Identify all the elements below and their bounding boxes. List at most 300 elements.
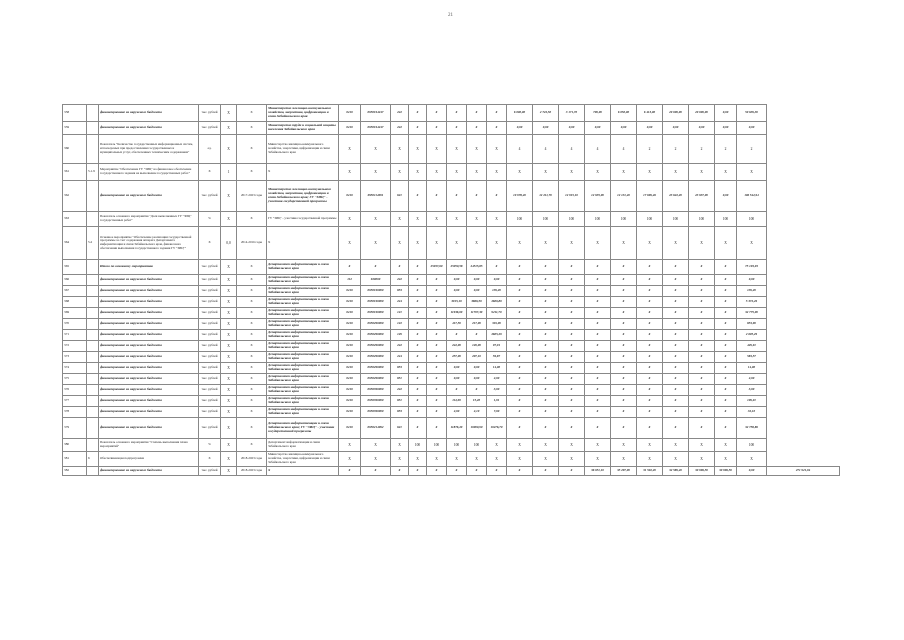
row-value: 2600,80 <box>487 297 507 308</box>
row-value: 2 722,50 <box>533 105 559 122</box>
row-value: Х <box>427 352 447 363</box>
row-value: Х <box>427 181 447 212</box>
row-value: Х <box>715 275 737 286</box>
row-value: 242,00 <box>447 341 467 352</box>
row-code: Х <box>221 135 237 164</box>
row-value: Х <box>427 363 447 374</box>
row-number: 359 <box>63 122 87 135</box>
row-value: 319,00 <box>487 319 507 330</box>
row-value: Х <box>637 385 663 396</box>
row-value: Х <box>663 319 689 330</box>
table-row <box>63 164 840 181</box>
row-code: Х <box>221 212 237 227</box>
row-name: Показатель основного мероприятия "Степень выполнения плана мероприятий" <box>99 439 199 452</box>
row-value: Х <box>533 467 559 476</box>
row-value: Х <box>715 396 737 407</box>
row-value: Х <box>715 164 737 181</box>
row-value: Х <box>487 467 507 476</box>
row-value: Х <box>447 164 467 181</box>
row-value: 10476,70 <box>487 418 507 439</box>
row-value: 30 996,50 <box>715 467 737 476</box>
row-value: Х <box>689 227 715 260</box>
row-value: 129 <box>391 330 409 341</box>
row-value: Х <box>409 363 427 374</box>
row-value: Х <box>409 275 427 286</box>
row-value: 0,00 <box>715 105 737 122</box>
row-value: 32 775,00 <box>737 308 767 319</box>
row-value: Х <box>663 385 689 396</box>
row-value: 271 921,94 <box>767 467 840 476</box>
row-name: финансирование из окружного бюджета <box>99 319 199 330</box>
row-value: Х <box>689 396 715 407</box>
row-value: 2 <box>737 135 767 164</box>
row-subnumber: 5.1.9 <box>87 164 99 181</box>
row-value: Х <box>715 227 737 260</box>
row-value: Х <box>507 385 533 396</box>
table-row <box>63 452 840 467</box>
row-value: Х <box>559 275 585 286</box>
row-value: Х <box>409 330 427 341</box>
row-value: Х <box>409 407 427 418</box>
row-period: Х <box>237 341 267 352</box>
row-subnumber <box>87 212 99 227</box>
table-row <box>63 297 840 308</box>
row-code: Х <box>221 275 237 286</box>
row-value: Х <box>559 374 585 385</box>
row-value: 139,20 <box>487 286 507 297</box>
row-value: Х <box>663 352 689 363</box>
row-value: Х <box>427 418 447 439</box>
row-unit: % <box>199 439 221 452</box>
row-value: Х <box>559 452 585 467</box>
row-value: Х <box>611 286 637 297</box>
row-value: Х <box>467 330 487 341</box>
row-value: Х <box>611 308 637 319</box>
row-value: Х <box>427 407 447 418</box>
row-period: Х <box>237 260 267 275</box>
row-name: финансирование из окружного бюджета <box>99 418 199 439</box>
row-value: Х <box>637 407 663 418</box>
row-value: Х <box>533 452 559 467</box>
row-value: Х <box>427 297 447 308</box>
row-value: Х <box>585 396 611 407</box>
row-value: Х <box>447 135 467 164</box>
row-value: Х <box>637 260 663 275</box>
row-unit: тыс. рублей <box>199 297 221 308</box>
row-value: 0,00 <box>533 122 559 135</box>
row-value: 0950390000 <box>361 385 391 396</box>
row-value: 15,20 <box>467 396 487 407</box>
row-value: 0950114091 <box>361 181 391 212</box>
row-code: Х <box>221 363 237 374</box>
row-value: Х <box>427 319 447 330</box>
row-number: 368 <box>63 297 87 308</box>
row-value: Х <box>427 105 447 122</box>
row-value: Х <box>427 286 447 297</box>
row-subnumber <box>87 418 99 439</box>
row-number: 375 <box>63 374 87 385</box>
row-value: Х <box>339 452 361 467</box>
row-value: Х <box>467 452 487 467</box>
row-value: Х <box>737 164 767 181</box>
row-value: Х <box>391 467 409 476</box>
row-value: Х <box>715 341 737 352</box>
row-value: Х <box>559 439 585 452</box>
row-number: 380 <box>63 439 87 452</box>
row-code: Х <box>221 341 237 352</box>
row-number: 371 <box>63 330 87 341</box>
table-row <box>63 374 840 385</box>
row-value: 853 <box>391 407 409 418</box>
row-name: Показатель "Количество государственных информационных систем, используемых при предоставлении государственных и муниципальных услуг, обеспеченных техническим содержанием" <box>99 135 199 164</box>
row-value: 0,00 <box>663 122 689 135</box>
row-executor: Департамент информатизации и связи Забайкальского края <box>267 352 339 363</box>
row-value: Х <box>507 418 533 439</box>
row-value: 11876,20 <box>447 418 467 439</box>
row-value: 0,00 <box>637 122 663 135</box>
row-value: Х <box>487 105 507 122</box>
row-executor: Департамент информатизации и связи Забайкальского края <box>267 396 339 407</box>
row-value: Х <box>559 330 585 341</box>
row-executor: Департамент информатизации и связи Забайкальского края <box>267 385 339 396</box>
row-value: Х <box>487 181 507 212</box>
row-name: финансирование из окружного бюджета <box>99 352 199 363</box>
row-value: 920000 <box>361 275 391 286</box>
row-value: Х <box>533 418 559 439</box>
row-value: Х <box>663 164 689 181</box>
row-value: Х <box>409 212 427 227</box>
row-value: 100 <box>637 212 663 227</box>
row-value: 12 131,40 <box>611 181 637 212</box>
row-value: Х <box>637 452 663 467</box>
row-name: финансирование из окружного бюджета <box>99 181 199 212</box>
row-number: 358 <box>63 105 87 122</box>
row-executor: Департамент информатизации и связи Забайкальского края <box>267 407 339 418</box>
row-value: 3866,50 <box>467 297 487 308</box>
row-value: Х <box>611 439 637 452</box>
row-value: 0410 <box>339 330 361 341</box>
row-value: 4 <box>585 135 611 164</box>
row-value: 257,00 <box>447 352 467 363</box>
row-value: Х <box>427 467 447 476</box>
row-value: Х <box>715 452 737 467</box>
row-value: Х <box>689 164 715 181</box>
row-value: 0410 <box>339 396 361 407</box>
row-value: Х <box>487 439 507 452</box>
row-value: Х <box>689 407 715 418</box>
row-value: 0,00 <box>487 275 507 286</box>
row-value: 700,00 <box>585 105 611 122</box>
row-value: Х <box>585 227 611 260</box>
row-period: 2018-2023 годы <box>237 452 267 467</box>
row-subnumber <box>87 135 99 164</box>
row-name: финансирование из окружного бюджета <box>99 385 199 396</box>
row-value: Х <box>637 330 663 341</box>
table-row <box>63 439 840 452</box>
row-value: Х <box>611 330 637 341</box>
row-value: 0950194247 <box>361 122 391 135</box>
row-period: Х <box>237 308 267 319</box>
row-value: Х <box>409 286 427 297</box>
row-value: 112 <box>339 275 361 286</box>
row-executor: Департамент информатизации и связи Забайкальского края <box>267 341 339 352</box>
row-unit: тыс. рублей <box>199 308 221 319</box>
row-value: Х <box>585 330 611 341</box>
row-value: 0,00 <box>447 363 467 374</box>
row-value: 17 699,46 <box>637 181 663 212</box>
table-row <box>63 122 840 135</box>
row-executor: Департамент информатизации и связи Забайкальского края; ГУ "ЗИЦ" - участник государственной программы <box>267 418 339 439</box>
row-value: 5 372,49 <box>737 297 767 308</box>
row-period: Х <box>237 396 267 407</box>
row-value: Х <box>663 308 689 319</box>
row-value: 139,20 <box>737 286 767 297</box>
row-value: Х <box>585 164 611 181</box>
row-executor: Министерство жилищно-коммунального хозяйства, энергетики, цифровизации и связи Забайкальского края <box>267 452 339 467</box>
row-value: Х <box>611 341 637 352</box>
row-value: 242 <box>391 385 409 396</box>
row-value: 20 000,00 <box>689 105 715 122</box>
row-value: Х <box>467 164 487 181</box>
row-value: Х <box>409 452 427 467</box>
row-name: финансирование из окружного бюджета <box>99 105 199 122</box>
row-value: Х <box>611 385 637 396</box>
row-value: 25050,58 <box>447 260 467 275</box>
row-value: Х <box>533 363 559 374</box>
row-value: Х <box>689 452 715 467</box>
row-value: Х <box>611 297 637 308</box>
row-value: Х <box>715 330 737 341</box>
table-row <box>63 407 840 418</box>
row-value: 0,00 <box>467 275 487 286</box>
row-value: Х <box>689 297 715 308</box>
row-value: Х <box>467 135 487 164</box>
row-unit: тыс. рублей <box>199 407 221 418</box>
row-value: Х <box>487 227 507 260</box>
row-value: Х <box>637 374 663 385</box>
row-value: 12 935,00 <box>585 181 611 212</box>
row-value: 2,10 <box>467 407 487 418</box>
row-value: Х <box>533 227 559 260</box>
row-subnumber <box>87 341 99 352</box>
row-number: 360 <box>63 135 87 164</box>
row-value: Х <box>361 212 391 227</box>
row-value: Х <box>409 135 427 164</box>
row-value: Х <box>507 275 533 286</box>
row-value: Х <box>409 319 427 330</box>
row-value: 0950290000 <box>361 341 391 352</box>
row-value: Х <box>533 286 559 297</box>
row-unit: тыс. рублей <box>199 374 221 385</box>
row-unit: тыс. рублей <box>199 330 221 341</box>
row-code: Х <box>221 467 237 476</box>
row-value: Х <box>391 439 409 452</box>
row-number: 370 <box>63 319 87 330</box>
table-row <box>63 385 840 396</box>
row-value: 2 605,29 <box>737 330 767 341</box>
row-code: Х <box>221 297 237 308</box>
row-value: Х <box>507 260 533 275</box>
table-row <box>63 396 840 407</box>
row-executor: Х <box>267 227 339 260</box>
row-value: Х <box>689 439 715 452</box>
row-value: Х <box>585 452 611 467</box>
table-row <box>63 341 840 352</box>
row-value: Х <box>447 452 467 467</box>
page-number: 21 <box>448 13 453 18</box>
row-value: 2605,29 <box>487 330 507 341</box>
row-executor: ГУ "ЗИЦ" - участник государственной программы <box>267 212 339 227</box>
row-value: Х <box>507 297 533 308</box>
row-value: Х <box>559 418 585 439</box>
row-value: Х <box>447 467 467 476</box>
row-subnumber <box>87 308 99 319</box>
row-value: Х <box>559 407 585 418</box>
row-subnumber: 6 <box>87 452 99 467</box>
row-value: Х <box>507 363 533 374</box>
row-value: Х <box>559 297 585 308</box>
row-value: 621 <box>391 418 409 439</box>
row-number: 367 <box>63 286 87 297</box>
row-value: Х <box>715 352 737 363</box>
row-number: 382 <box>63 467 87 476</box>
table-row <box>63 286 840 297</box>
row-value: Х <box>533 385 559 396</box>
row-value: Х <box>663 227 689 260</box>
row-executor: Х <box>267 467 339 476</box>
row-value: 100 <box>737 212 767 227</box>
row-value: Х <box>427 275 447 286</box>
row-value: 0,00 <box>611 122 637 135</box>
row-value: 30 996,50 <box>689 467 715 476</box>
row-value: Х <box>559 227 585 260</box>
row-value: 0410 <box>339 363 361 374</box>
row-value: Х <box>611 396 637 407</box>
row-period: Х <box>237 363 267 374</box>
row-value: 106 542,94 <box>737 181 767 212</box>
row-value: Х <box>663 374 689 385</box>
row-unit: тыс. рублей <box>199 122 221 135</box>
table-row <box>63 227 840 260</box>
row-value: Х <box>533 407 559 418</box>
row-value: Х <box>447 122 467 135</box>
row-executor: Департамент информатизации и связи Забайкальского края <box>267 363 339 374</box>
row-value: Х <box>533 341 559 352</box>
row-value: Х <box>737 452 767 467</box>
row-value: 100 <box>507 212 533 227</box>
row-value: Х <box>507 319 533 330</box>
row-value: Х <box>585 352 611 363</box>
row-value: Х <box>715 418 737 439</box>
row-value: Х <box>339 212 361 227</box>
row-value: Х <box>559 308 585 319</box>
row-value: 2 <box>663 135 689 164</box>
row-value: Х <box>715 439 737 452</box>
row-value: Х <box>637 275 663 286</box>
row-value: Х <box>611 407 637 418</box>
row-value: 100 <box>689 212 715 227</box>
row-value: 100 <box>737 439 767 452</box>
row-value: Х <box>409 308 427 319</box>
row-value: 6 050,00 <box>611 105 637 122</box>
row-value: 121 <box>391 308 409 319</box>
row-name: финансирование из окружного бюджета <box>99 467 199 476</box>
row-value: Х <box>715 374 737 385</box>
row-value: 0950290000 <box>361 319 391 330</box>
row-value: Х <box>467 181 487 212</box>
row-value: 20 000,00 <box>663 105 689 122</box>
row-value: 32 758,86 <box>737 418 767 439</box>
row-executor: Министерство жилищно-коммунального хозяйства, энергетики, цифровизации и связи Забайкальского края <box>267 105 339 122</box>
row-period: Х <box>237 122 267 135</box>
row-subnumber <box>87 467 99 476</box>
row-value: 0410 <box>339 308 361 319</box>
row-value: Х <box>637 418 663 439</box>
row-value: 2,00 <box>487 374 507 385</box>
row-value: 10000,90 <box>467 418 487 439</box>
row-period: 2018-2023 годы <box>237 467 267 476</box>
row-value: 3 171,70 <box>559 105 585 122</box>
row-unit: Х <box>199 164 221 181</box>
row-value: Х <box>409 105 427 122</box>
row-value: Х <box>689 260 715 275</box>
row-unit: тыс. рублей <box>199 396 221 407</box>
row-value: Х <box>637 319 663 330</box>
row-period: Х <box>237 418 267 439</box>
row-value: Х <box>585 308 611 319</box>
row-value: Х <box>715 260 737 275</box>
row-value: 2 <box>715 135 737 164</box>
row-value: Х <box>507 286 533 297</box>
row-value: Х <box>391 452 409 467</box>
row-value: Х <box>689 341 715 352</box>
row-value: 120,00 <box>467 341 487 352</box>
row-value: 0410 <box>339 319 361 330</box>
row-unit: тыс. рублей <box>199 341 221 352</box>
row-value: 853 <box>391 286 409 297</box>
row-executor: Департамент информатизации и связи Забайкальского края <box>267 260 339 275</box>
row-value: 0410 <box>339 407 361 418</box>
row-period: Х <box>237 286 267 297</box>
row-value: 417,50 <box>447 319 467 330</box>
row-period: Х <box>237 212 267 227</box>
row-value: Х <box>585 275 611 286</box>
row-value: Х <box>391 212 409 227</box>
row-value: Х <box>507 374 533 385</box>
row-code: Х <box>221 452 237 467</box>
row-period: Х <box>237 385 267 396</box>
row-value: Х <box>391 135 409 164</box>
row-value: Х <box>559 363 585 374</box>
row-number: 364 <box>63 227 87 260</box>
row-value: 0410 <box>339 418 361 439</box>
row-subnumber <box>87 330 99 341</box>
row-subnumber <box>87 275 99 286</box>
row-value: Х <box>663 341 689 352</box>
row-period: Х <box>237 135 267 164</box>
row-value: Х <box>533 374 559 385</box>
row-subnumber <box>87 407 99 418</box>
row-value: 853 <box>391 363 409 374</box>
row-value: Х <box>715 407 737 418</box>
row-value: Х <box>487 164 507 181</box>
row-value: Х <box>447 227 467 260</box>
row-value: 0410 <box>339 374 361 385</box>
row-value: Х <box>447 105 467 122</box>
row-value: Х <box>339 227 361 260</box>
row-code: Х <box>221 105 237 122</box>
row-value: Х <box>507 164 533 181</box>
